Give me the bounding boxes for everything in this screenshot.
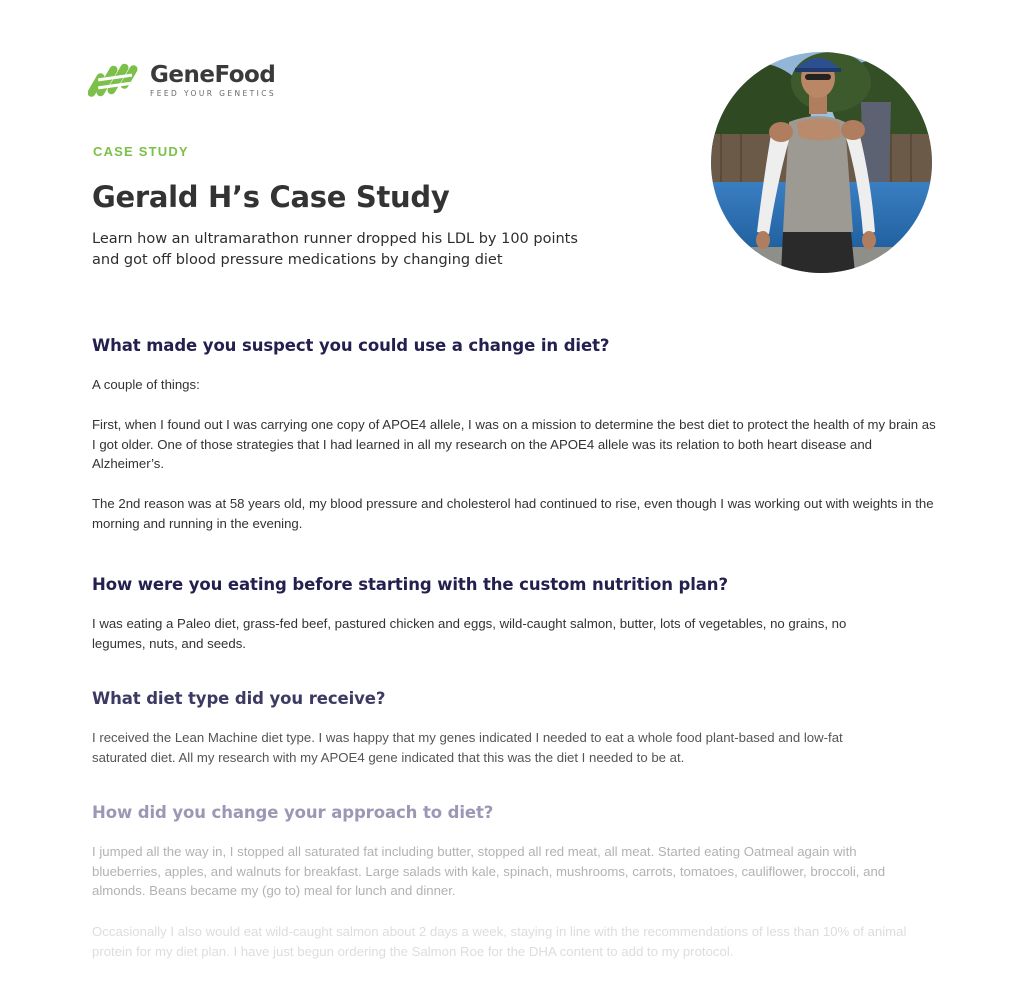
- genefood-logo[interactable]: [88, 58, 276, 102]
- section-paragraph: I jumped all the way in, I stopped all saturated fat including butter, stopped all red meat, all meat. Started eating Oatmeal again with blueberries, apples, and walnuts for breakfast. Large salads with kale, spinach, mushrooms, carrots, tomatoes, cauliflower, broccoli, and almonds. Beans became my (go to) meal for lunch and dinner.: [92, 844, 886, 899]
- section-paragraph: First, when I found out I was carrying one copy of APOE4 allele, I was on a mission to determine the best diet to protect the health of my brain as I got older. One of those strategies that I had learned in all my research on the APOE4 allele was its relation to both heart disease and Alzheimer’s.: [92, 417, 936, 472]
- section-question: How were you eating before starting with the custom nutrition plan?: [92, 575, 728, 594]
- section-paragraph: I was eating a Paleo diet, grass-fed beef, pastured chicken and eggs, wild-caught salmon, butter, lots of vegetables, no grains, no legumes, nuts, and seeds.: [92, 616, 847, 651]
- subtitle-line-2: and got off blood pressure medications by changing diet: [92, 252, 503, 268]
- section-paragraph: I received the Lean Machine diet type. I was happy that my genes indicated I needed to eat a whole food plant-based and low-fat saturated diet. All my research with my APOE4 gene indicated that this was the diet I needed to be at.: [92, 730, 843, 765]
- runner-portrait-photo: [711, 52, 932, 273]
- brand-tagline: FEED YOUR GENETICS: [150, 89, 277, 98]
- section-question: What diet type did you receive?: [92, 689, 386, 708]
- genefood-logo-icon: [88, 58, 142, 102]
- page-title: Gerald H’s Case Study: [92, 180, 450, 214]
- subtitle-line-1: Learn how an ultramarathon runner dropped his LDL by 100 points: [92, 231, 578, 247]
- section-paragraph: The 2nd reason was at 58 years old, my blood pressure and cholesterol had continued to rise, even though I was working out with weights in the morning and running in the evening.: [92, 496, 934, 531]
- eyebrow-label: CASE STUDY: [93, 144, 189, 159]
- section-question: How did you change your approach to diet?: [92, 803, 494, 822]
- page-subtitle: [92, 229, 592, 271]
- section-paragraph: A couple of things:: [92, 377, 200, 392]
- section-paragraph: Occasionally I also would eat wild-caught salmon about 2 days a week, staying in line with the recommendations of less than 10% of animal protein for my diet plan. I have just begun ordering the Salmon Roe for the DHA content to add to my protocol.: [92, 924, 907, 959]
- brand-name: GeneFood: [150, 62, 276, 88]
- section-question: What made you suspect you could use a change in diet?: [92, 336, 610, 355]
